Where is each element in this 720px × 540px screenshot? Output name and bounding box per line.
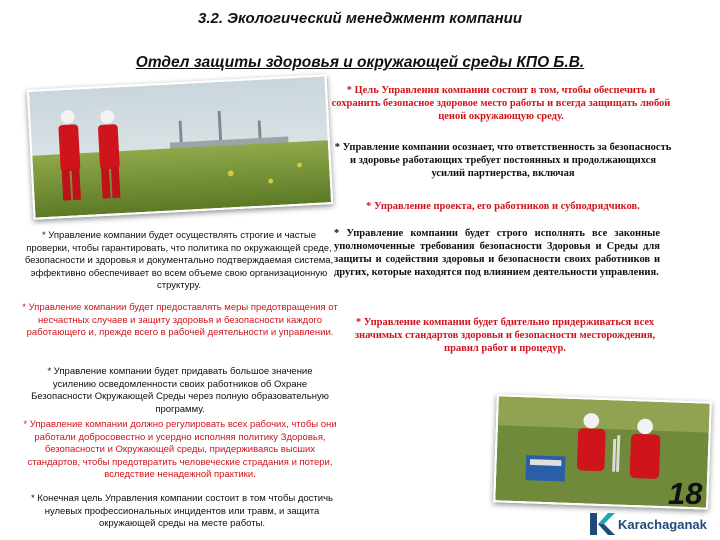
- awareness-paragraph: * Управление компании осознает, что ответственность за безопасность и здоровье работающих требует постоянных и продолжающихся усилий партнерства, включая: [334, 142, 672, 179]
- karachaganak-logo: [588, 510, 718, 538]
- logo-text: Karachaganak: [618, 516, 707, 532]
- regulate-paragraph: * Управление компании должно регулировать всех рабочих, чтобы они работали добросовестно и усердно исполняя политику Здоровья, безопасности и Окружающей среды, придерживаясь высших стандартов, чтобы предотвратить человеческие страдания и потери, вследствие ненадежной практики.: [23, 419, 337, 480]
- department-title: Отдел защиты здоровья и окружающей среды КПО Б.В.: [135, 54, 585, 71]
- requirements-paragraph: * Управление компании будет строго исполнять все законные уполномоченные требования безопасности Здоровья и Среды для защиты и содействия здоровья и безопасности своих работников и других, которые находятся под влиянием деятельности управления.: [334, 228, 660, 278]
- importance-paragraph: * Управление компании будет придавать большое значение усилению осведомленности своих работников об Охране Безопасности Окружающей Среды через полную образовательную программу.: [31, 366, 329, 415]
- page-number: 18: [668, 476, 703, 511]
- checks-paragraph: * Управление компании будет осуществлять строгие и частые проверки, чтобы гарантировать, что политика по окружающей среде, безопасности и здоровья и документально подтверждаемая система, эффективно обеспечивает во всем объеме свою организационную структуру.: [24, 230, 334, 291]
- standards-paragraph: * Управление компании будет бдительно придерживаться всех значимых стандартов здоровья и безопасности месторождения, правил работ и процедур.: [354, 317, 656, 354]
- prevention-paragraph: * Управление компании будет предоставлять меры предотвращения от несчастных случаев и защиту здоровья и безопасности каждого работающего и, прежде всего в рабочей деятельности и управлении.: [22, 302, 338, 338]
- goal-paragraph: * Цель Управления компании состоит в том, чтобы обеспечить и сохранить безопасное здоровое место работы и всегда защищать любой ценой окружающую среду.: [331, 85, 671, 122]
- workers-field-photo: [27, 74, 333, 220]
- final-goal-paragraph: * Конечная цель Управления компании состоит в том чтобы достичь нулевых профессиональных инцидентов или травм, и защита окружающей среды на месте работы.: [30, 493, 333, 529]
- projects-paragraph: * Управление проекта, его работников и субподрядчиков.: [366, 201, 640, 212]
- slide-title: 3.2. Экологический менеджмент компании: [197, 10, 522, 27]
- k-logo-icon: [588, 511, 616, 537]
